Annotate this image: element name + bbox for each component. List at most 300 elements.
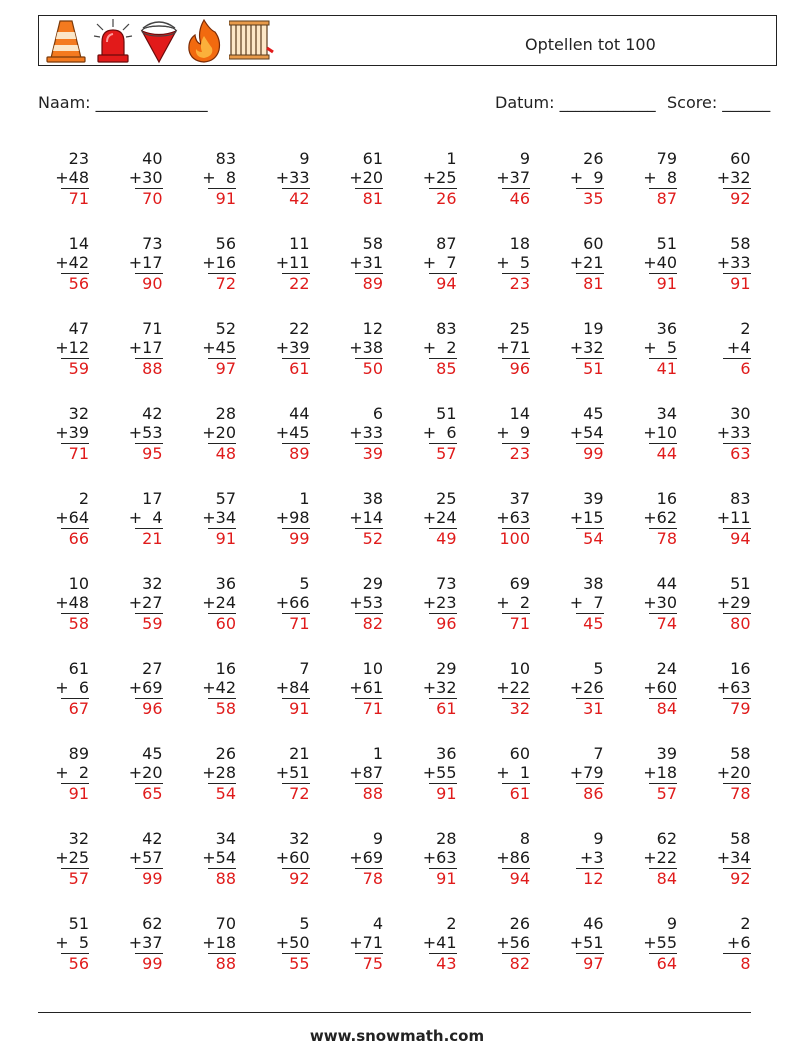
traffic-cone-icon xyxy=(45,18,87,64)
addend-top: 12 xyxy=(362,319,383,338)
answer: 91 xyxy=(436,869,457,888)
fire-flame-icon xyxy=(185,18,223,64)
addend-top: 51 xyxy=(656,234,677,253)
addend-top: 4 xyxy=(372,914,383,933)
addend-bottom: +66 xyxy=(275,593,310,612)
addition-problem xyxy=(331,914,383,994)
addition-problem xyxy=(258,149,310,229)
addition-problem xyxy=(405,744,457,824)
addition-problem xyxy=(331,319,383,399)
addition-problem xyxy=(258,319,310,399)
answer: 57 xyxy=(656,784,677,803)
addend-bottom: +34 xyxy=(716,848,751,867)
fire-hose-reel-icon xyxy=(229,18,275,64)
addend-top: 60 xyxy=(730,149,751,168)
addend-bottom: +17 xyxy=(128,253,163,272)
answer: 32 xyxy=(509,699,530,718)
addend-top: 89 xyxy=(68,744,89,763)
problem-grid xyxy=(37,149,777,999)
answer: 97 xyxy=(583,954,604,973)
addend-top: 61 xyxy=(68,659,89,678)
addend-top: 32 xyxy=(289,829,310,848)
siren-light-icon xyxy=(93,18,133,64)
addend-bottom: + 8 xyxy=(202,168,236,187)
answer: 55 xyxy=(289,954,310,973)
answer: 85 xyxy=(436,359,457,378)
addition-problem xyxy=(331,659,383,739)
addend-top: 9 xyxy=(299,149,310,168)
addition-problem xyxy=(625,744,677,824)
addend-top: 5 xyxy=(593,659,604,678)
addend-top: 52 xyxy=(215,319,236,338)
answer: 81 xyxy=(583,274,604,293)
addend-bottom: +48 xyxy=(55,168,89,187)
answer: 60 xyxy=(215,614,236,633)
addend-top: 2 xyxy=(78,489,89,508)
addend-top: 28 xyxy=(436,829,457,848)
addition-problem xyxy=(699,829,751,909)
addend-top: 39 xyxy=(583,489,604,508)
addend-top: 39 xyxy=(656,744,677,763)
answer: 96 xyxy=(509,359,530,378)
addend-top: 60 xyxy=(509,744,530,763)
addend-top: 16 xyxy=(656,489,677,508)
addend-bottom: +16 xyxy=(202,253,236,272)
addend-bottom: +86 xyxy=(496,848,530,867)
answer: 88 xyxy=(142,359,163,378)
addend-top: 71 xyxy=(142,319,163,338)
answer: 89 xyxy=(362,274,383,293)
answer: 84 xyxy=(656,699,677,718)
addition-problem xyxy=(37,404,89,484)
answer: 57 xyxy=(68,869,89,888)
addend-bottom: +31 xyxy=(349,253,383,272)
addition-problem xyxy=(699,659,751,739)
addition-problem xyxy=(184,234,236,314)
answer: 43 xyxy=(436,954,457,973)
addend-top: 29 xyxy=(362,574,383,593)
addend-top: 32 xyxy=(68,404,89,423)
answer: 94 xyxy=(436,274,457,293)
addend-bottom: +60 xyxy=(643,678,677,697)
addend-bottom: +56 xyxy=(496,933,530,952)
addend-bottom: + 9 xyxy=(496,423,530,442)
addend-top: 29 xyxy=(436,659,457,678)
answer: 91 xyxy=(68,784,89,803)
addend-bottom: + 8 xyxy=(643,168,677,187)
addend-top: 2 xyxy=(446,914,457,933)
addition-problem xyxy=(111,404,163,484)
addend-top: 22 xyxy=(289,319,310,338)
addend-bottom: +54 xyxy=(202,848,236,867)
addend-bottom: +29 xyxy=(716,593,751,612)
answer: 86 xyxy=(583,784,604,803)
addend-top: 2 xyxy=(740,914,751,933)
addend-top: 10 xyxy=(509,659,530,678)
addend-bottom: +23 xyxy=(422,593,457,612)
addend-top: 11 xyxy=(289,234,310,253)
addend-top: 46 xyxy=(583,914,604,933)
addition-problem xyxy=(478,744,530,824)
answer: 72 xyxy=(289,784,310,803)
answer: 54 xyxy=(215,784,236,803)
addition-problem xyxy=(699,574,751,654)
addend-bottom: +28 xyxy=(202,763,236,782)
addend-top: 18 xyxy=(509,234,530,253)
addend-top: 9 xyxy=(372,829,383,848)
addend-top: 36 xyxy=(656,319,677,338)
addition-problem xyxy=(405,149,457,229)
answer: 74 xyxy=(656,614,677,633)
addend-bottom: + 5 xyxy=(643,338,677,357)
addend-top: 51 xyxy=(730,574,751,593)
answer: 45 xyxy=(583,614,604,633)
addition-problem xyxy=(478,574,530,654)
addition-problem xyxy=(258,659,310,739)
addend-bottom: +60 xyxy=(275,848,310,867)
addend-bottom: +37 xyxy=(128,933,163,952)
addend-bottom: +20 xyxy=(128,763,163,782)
answer: 99 xyxy=(142,954,163,973)
answer: 100 xyxy=(499,529,530,548)
addition-problem xyxy=(258,574,310,654)
addition-problem xyxy=(111,489,163,569)
addition-problem xyxy=(37,489,89,569)
addend-bottom: +41 xyxy=(422,933,457,952)
answer: 91 xyxy=(289,699,310,718)
addend-bottom: +42 xyxy=(55,253,89,272)
addend-top: 25 xyxy=(509,319,530,338)
addition-problem xyxy=(552,829,604,909)
addition-problem xyxy=(184,744,236,824)
addition-problem xyxy=(184,489,236,569)
answer: 64 xyxy=(656,954,677,973)
addition-problem xyxy=(625,489,677,569)
addend-bottom: +25 xyxy=(55,848,89,867)
answer: 58 xyxy=(215,699,236,718)
addition-problem xyxy=(699,489,751,569)
answer: 91 xyxy=(215,189,236,208)
answer: 54 xyxy=(583,529,604,548)
addend-top: 69 xyxy=(509,574,530,593)
addend-bottom: +38 xyxy=(349,338,383,357)
addend-bottom: +63 xyxy=(496,508,530,527)
addition-problem xyxy=(331,744,383,824)
answer: 92 xyxy=(730,869,751,888)
addend-bottom: + 4 xyxy=(128,508,163,527)
footer-site[interactable]: www.snowmath.com xyxy=(309,1027,485,1045)
addend-top: 17 xyxy=(142,489,163,508)
addition-problem xyxy=(405,489,457,569)
answer: 78 xyxy=(656,529,677,548)
answer: 90 xyxy=(142,274,163,293)
addend-bottom: +27 xyxy=(128,593,163,612)
addend-bottom: +4 xyxy=(726,338,751,357)
answer: 61 xyxy=(289,359,310,378)
addend-bottom: +71 xyxy=(496,338,530,357)
answer: 22 xyxy=(289,274,310,293)
addition-problem xyxy=(405,319,457,399)
addend-top: 26 xyxy=(215,744,236,763)
addend-top: 58 xyxy=(730,744,751,763)
addend-bottom: + 6 xyxy=(55,678,89,697)
addend-bottom: +20 xyxy=(202,423,236,442)
addition-problem xyxy=(37,829,89,909)
addend-top: 51 xyxy=(68,914,89,933)
addend-top: 9 xyxy=(593,829,604,848)
addend-bottom: +54 xyxy=(569,423,604,442)
answer: 8 xyxy=(740,954,751,973)
addition-problem xyxy=(258,489,310,569)
answer: 46 xyxy=(509,189,530,208)
answer: 96 xyxy=(142,699,163,718)
addend-bottom: + 2 xyxy=(422,338,457,357)
addition-problem xyxy=(552,659,604,739)
answer: 88 xyxy=(215,954,236,973)
addend-top: 58 xyxy=(730,234,751,253)
addend-top: 19 xyxy=(583,319,604,338)
answer: 39 xyxy=(362,444,383,463)
addition-problem xyxy=(478,829,530,909)
addend-bottom: +18 xyxy=(643,763,677,782)
addend-bottom: +32 xyxy=(716,168,751,187)
addend-top: 26 xyxy=(509,914,530,933)
addition-problem xyxy=(331,149,383,229)
addition-problem xyxy=(111,234,163,314)
worksheet-title: Optellen tot 100 xyxy=(525,35,656,54)
addend-top: 83 xyxy=(730,489,751,508)
addend-top: 34 xyxy=(656,404,677,423)
addend-top: 56 xyxy=(215,234,236,253)
addition-problem xyxy=(184,319,236,399)
answer: 58 xyxy=(68,614,89,633)
addend-top: 62 xyxy=(142,914,163,933)
addend-bottom: + 1 xyxy=(496,763,530,782)
addition-problem xyxy=(625,829,677,909)
addend-bottom: +17 xyxy=(128,338,163,357)
addend-bottom: +69 xyxy=(349,848,383,867)
addend-top: 36 xyxy=(436,744,457,763)
addition-problem xyxy=(625,234,677,314)
addend-bottom: + 2 xyxy=(496,593,530,612)
addend-bottom: +51 xyxy=(569,933,604,952)
answer: 80 xyxy=(730,614,751,633)
addition-problem xyxy=(699,149,751,229)
addition-problem xyxy=(552,234,604,314)
addition-problem xyxy=(478,659,530,739)
addend-bottom: +12 xyxy=(55,338,89,357)
addend-top: 25 xyxy=(436,489,457,508)
addend-bottom: +45 xyxy=(275,423,310,442)
worksheet-header xyxy=(38,15,777,66)
addend-bottom: +15 xyxy=(569,508,604,527)
addend-bottom: +63 xyxy=(422,848,457,867)
addition-problem xyxy=(405,659,457,739)
addition-problem xyxy=(625,319,677,399)
addition-problem xyxy=(258,404,310,484)
addend-bottom: + 5 xyxy=(496,253,530,272)
answer: 35 xyxy=(583,189,604,208)
addition-problem xyxy=(258,914,310,994)
answer: 67 xyxy=(68,699,89,718)
addend-bottom: +14 xyxy=(349,508,383,527)
addend-top: 34 xyxy=(215,829,236,848)
addend-top: 1 xyxy=(372,744,383,763)
addend-top: 32 xyxy=(142,574,163,593)
answer: 94 xyxy=(509,869,530,888)
answer: 31 xyxy=(583,699,604,718)
date-field[interactable]: Datum: ____________ xyxy=(495,93,656,112)
addend-bottom: +55 xyxy=(422,763,457,782)
answer: 61 xyxy=(436,699,457,718)
addend-bottom: +34 xyxy=(202,508,236,527)
addend-top: 23 xyxy=(68,149,89,168)
addend-bottom: +3 xyxy=(579,848,604,867)
addition-problem xyxy=(111,319,163,399)
answer: 99 xyxy=(142,869,163,888)
score-field[interactable]: Score: ______ xyxy=(667,93,771,112)
addition-problem xyxy=(405,574,457,654)
addend-top: 45 xyxy=(583,404,604,423)
addition-problem xyxy=(184,659,236,739)
addend-top: 38 xyxy=(583,574,604,593)
addend-bottom: +6 xyxy=(726,933,751,952)
addition-problem xyxy=(552,744,604,824)
addend-top: 37 xyxy=(509,489,530,508)
addition-problem xyxy=(552,914,604,994)
addend-top: 10 xyxy=(68,574,89,593)
answer: 48 xyxy=(215,444,236,463)
addition-problem xyxy=(552,574,604,654)
addition-problem xyxy=(478,149,530,229)
addition-problem xyxy=(258,744,310,824)
addend-bottom: + 2 xyxy=(55,763,89,782)
footer-divider xyxy=(38,1012,751,1013)
addend-top: 57 xyxy=(215,489,236,508)
addition-problem xyxy=(331,404,383,484)
addend-top: 38 xyxy=(362,489,383,508)
answer: 92 xyxy=(289,869,310,888)
addend-bottom: +50 xyxy=(275,933,310,952)
addend-top: 58 xyxy=(730,829,751,848)
addition-problem xyxy=(37,744,89,824)
answer: 97 xyxy=(215,359,236,378)
addend-bottom: +39 xyxy=(55,423,89,442)
addend-bottom: +57 xyxy=(128,848,163,867)
answer: 49 xyxy=(436,529,457,548)
answer: 71 xyxy=(68,444,89,463)
addend-bottom: +71 xyxy=(349,933,383,952)
addition-problem xyxy=(625,149,677,229)
answer: 91 xyxy=(730,274,751,293)
addend-bottom: + 9 xyxy=(569,168,604,187)
addition-problem xyxy=(37,149,89,229)
answer: 70 xyxy=(142,189,163,208)
addend-top: 14 xyxy=(68,234,89,253)
answer: 94 xyxy=(730,529,751,548)
addition-problem xyxy=(331,234,383,314)
addend-bottom: +33 xyxy=(716,423,751,442)
addition-problem xyxy=(111,914,163,994)
addition-problem xyxy=(405,404,457,484)
addition-problem xyxy=(478,489,530,569)
answer: 21 xyxy=(142,529,163,548)
addend-top: 1 xyxy=(446,149,457,168)
addend-bottom: +20 xyxy=(349,168,383,187)
addition-problem xyxy=(699,744,751,824)
addend-top: 6 xyxy=(372,404,383,423)
answer: 96 xyxy=(436,614,457,633)
addend-bottom: +11 xyxy=(275,253,310,272)
addend-top: 51 xyxy=(436,404,457,423)
addition-problem xyxy=(478,404,530,484)
addend-top: 8 xyxy=(519,829,530,848)
addend-bottom: +64 xyxy=(55,508,89,527)
addition-problem xyxy=(111,744,163,824)
addend-bottom: +26 xyxy=(569,678,604,697)
addend-top: 79 xyxy=(656,149,677,168)
name-field[interactable]: Naam: ______________ xyxy=(38,93,208,112)
addend-bottom: +55 xyxy=(643,933,677,952)
addend-bottom: +42 xyxy=(202,678,236,697)
addend-bottom: +51 xyxy=(275,763,310,782)
addition-problem xyxy=(258,829,310,909)
addition-problem xyxy=(258,234,310,314)
addend-top: 30 xyxy=(730,404,751,423)
answer: 59 xyxy=(68,359,89,378)
addend-top: 40 xyxy=(142,149,163,168)
addend-bottom: +69 xyxy=(128,678,163,697)
addend-top: 7 xyxy=(299,659,310,678)
addend-top: 9 xyxy=(666,914,677,933)
addend-bottom: +30 xyxy=(643,593,677,612)
answer: 72 xyxy=(215,274,236,293)
answer: 56 xyxy=(68,274,89,293)
addend-top: 83 xyxy=(215,149,236,168)
answer: 95 xyxy=(142,444,163,463)
answer: 26 xyxy=(436,189,457,208)
answer: 65 xyxy=(142,784,163,803)
answer: 61 xyxy=(509,784,530,803)
answer: 89 xyxy=(289,444,310,463)
addend-bottom: +30 xyxy=(128,168,163,187)
addition-problem xyxy=(37,914,89,994)
addend-bottom: + 7 xyxy=(569,593,604,612)
addition-problem xyxy=(552,489,604,569)
addend-top: 60 xyxy=(583,234,604,253)
addend-top: 7 xyxy=(593,744,604,763)
header-icons xyxy=(45,18,275,64)
answer: 12 xyxy=(583,869,604,888)
addition-problem xyxy=(37,574,89,654)
answer: 6 xyxy=(740,359,751,378)
addition-problem xyxy=(331,574,383,654)
addend-top: 16 xyxy=(215,659,236,678)
answer: 71 xyxy=(68,189,89,208)
addend-bottom: +39 xyxy=(275,338,310,357)
addition-problem xyxy=(184,574,236,654)
addend-top: 47 xyxy=(68,319,89,338)
answer: 79 xyxy=(730,699,751,718)
answer: 59 xyxy=(142,614,163,633)
answer: 91 xyxy=(215,529,236,548)
addend-bottom: +18 xyxy=(202,933,236,952)
addition-problem xyxy=(111,659,163,739)
addend-bottom: +98 xyxy=(275,508,310,527)
addend-bottom: +20 xyxy=(716,763,751,782)
addition-problem xyxy=(478,319,530,399)
addend-top: 73 xyxy=(142,234,163,253)
